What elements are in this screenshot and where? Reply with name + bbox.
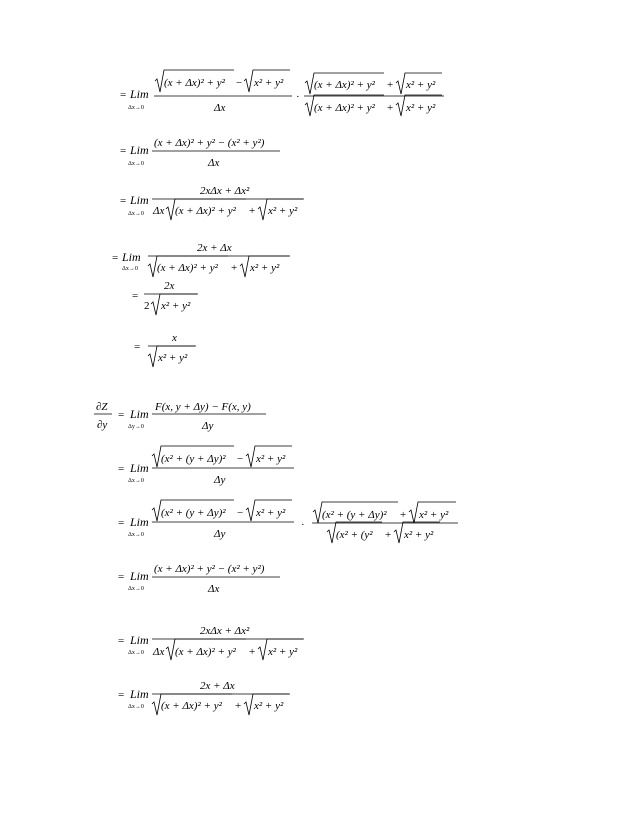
plus-sign: + bbox=[249, 646, 256, 658]
lim-label: Lim bbox=[130, 569, 149, 583]
numerator: F(x, y + Δy) − F(x, y) bbox=[155, 401, 251, 413]
row-y-5 bbox=[118, 625, 304, 660]
equals-sign: = bbox=[118, 409, 125, 421]
lim-subscript: Δx→0 bbox=[122, 266, 138, 272]
lim-subscript: Δx→0 bbox=[128, 586, 144, 592]
row-1 bbox=[120, 70, 444, 116]
equals-sign: = bbox=[118, 635, 125, 647]
numerator-term: (x + Δx)² + y² bbox=[314, 79, 375, 91]
numerator: 2xΔx + Δx² bbox=[200, 185, 250, 197]
lim-label: Lim bbox=[130, 461, 149, 475]
denominator-term: x² + y² bbox=[161, 300, 191, 312]
denominator: Δy bbox=[202, 420, 214, 432]
minus-sign: − bbox=[237, 507, 244, 519]
plus-sign: + bbox=[385, 529, 392, 541]
equals-sign: = bbox=[118, 517, 125, 529]
minus-sign: − bbox=[236, 77, 243, 89]
lim-subscript: Δx→0 bbox=[128, 161, 144, 167]
lim-subscript: Δx→0 bbox=[128, 478, 144, 484]
row-y-4 bbox=[118, 563, 280, 595]
denominator-term: x² + y² bbox=[254, 700, 284, 712]
equals-sign: = bbox=[134, 341, 141, 353]
row-partial-y bbox=[94, 401, 266, 432]
equals-sign: = bbox=[112, 252, 119, 264]
lim-label: Lim bbox=[122, 250, 141, 264]
lim-subscript: Δx→0 bbox=[128, 650, 144, 656]
plus-sign: + bbox=[387, 102, 394, 114]
equals-sign: = bbox=[132, 290, 139, 302]
denominator-term: x² + y² bbox=[250, 262, 280, 274]
lim-label: Lim bbox=[130, 87, 149, 101]
denominator-term: Δx bbox=[153, 205, 165, 217]
denominator: Δx bbox=[214, 102, 226, 114]
row-6 bbox=[134, 332, 196, 367]
denominator: Δy bbox=[214, 528, 226, 540]
plus-sign: + bbox=[231, 262, 238, 274]
equals-sign: = bbox=[118, 463, 125, 475]
numerator-term: (x² + (y + Δy)² bbox=[322, 509, 387, 521]
row-4 bbox=[112, 242, 290, 277]
denominator-term: x² + y² bbox=[404, 529, 434, 541]
lim-subscript: Δx→0 bbox=[128, 211, 144, 217]
denominator-coefficient: 2 bbox=[144, 300, 150, 312]
numerator-term: (x² + (y + Δy)² bbox=[161, 507, 226, 519]
numerator: 2xΔx + Δx² bbox=[200, 625, 250, 637]
plus-sign: + bbox=[235, 700, 242, 712]
lim-subscript: Δy→0 bbox=[128, 424, 144, 430]
numerator-term: (x² + (y + Δy)² bbox=[161, 453, 226, 465]
row-3 bbox=[120, 185, 304, 220]
row-5 bbox=[132, 280, 198, 315]
numerator: x bbox=[172, 332, 177, 344]
numerator-term: x² + y² bbox=[254, 77, 284, 89]
lim-label: Lim bbox=[130, 193, 149, 207]
lim-subscript: Δx→0 bbox=[128, 532, 144, 538]
lim-label: Lim bbox=[130, 143, 149, 157]
row-2 bbox=[120, 137, 280, 169]
partial-y: ∂y bbox=[97, 419, 108, 431]
denominator-term: x² + y² bbox=[406, 102, 436, 114]
equals-sign: = bbox=[118, 571, 125, 583]
denominator-term: (x + Δx)² + y² bbox=[314, 102, 375, 114]
numerator-term: (x + Δx)² + y² bbox=[164, 77, 225, 89]
multiplication-dot: · bbox=[301, 519, 305, 531]
denominator-term: (x² + (y² bbox=[336, 529, 373, 541]
denominator: Δx bbox=[208, 583, 220, 595]
denominator-term: x² + y² bbox=[268, 205, 298, 217]
plus-sign: + bbox=[387, 79, 394, 91]
equals-sign: = bbox=[120, 195, 127, 207]
partial-z: ∂Z bbox=[96, 401, 108, 413]
numerator-term: x² + y² bbox=[419, 509, 449, 521]
lim-label: Lim bbox=[130, 407, 149, 421]
numerator: 2x + Δx bbox=[197, 242, 232, 254]
lim-subscript: Δx→0 bbox=[128, 105, 144, 111]
equals-sign: = bbox=[120, 145, 127, 157]
row-y-3 bbox=[118, 500, 458, 543]
row-y-2 bbox=[118, 446, 294, 486]
denominator-term: (x + Δx)² + y² bbox=[157, 262, 218, 274]
denominator-term: (x + Δx)² + y² bbox=[161, 700, 222, 712]
denominator: Δx bbox=[208, 157, 220, 169]
plus-sign: + bbox=[249, 205, 256, 217]
equals-sign: = bbox=[120, 89, 127, 101]
lim-label: Lim bbox=[130, 687, 149, 701]
denominator-term: Δx bbox=[153, 646, 165, 658]
numerator: 2x bbox=[164, 280, 175, 292]
numerator-term: x² + y² bbox=[406, 79, 436, 91]
denominator-term: x² + y² bbox=[158, 352, 188, 364]
numerator: 2x + Δx bbox=[200, 680, 235, 692]
equals-sign: = bbox=[118, 689, 125, 701]
denominator-term: x² + y² bbox=[268, 646, 298, 658]
numerator-term: x² + y² bbox=[256, 507, 286, 519]
row-y-6 bbox=[118, 680, 290, 715]
denominator: Δy bbox=[214, 474, 226, 486]
plus-sign: + bbox=[400, 509, 407, 521]
lim-label: Lim bbox=[130, 633, 149, 647]
numerator: (x + Δx)² + y² − (x² + y²) bbox=[154, 563, 265, 575]
multiplication-dot: · bbox=[296, 91, 300, 103]
numerator-term: x² + y² bbox=[256, 453, 286, 465]
minus-sign: − bbox=[237, 453, 244, 465]
denominator-term: (x + Δx)² + y² bbox=[175, 205, 236, 217]
numerator: (x + Δx)² + y² − (x² + y²) bbox=[154, 137, 265, 149]
lim-subscript: Δx→0 bbox=[128, 704, 144, 710]
denominator-term: (x + Δx)² + y² bbox=[175, 646, 236, 658]
lim-label: Lim bbox=[130, 515, 149, 529]
